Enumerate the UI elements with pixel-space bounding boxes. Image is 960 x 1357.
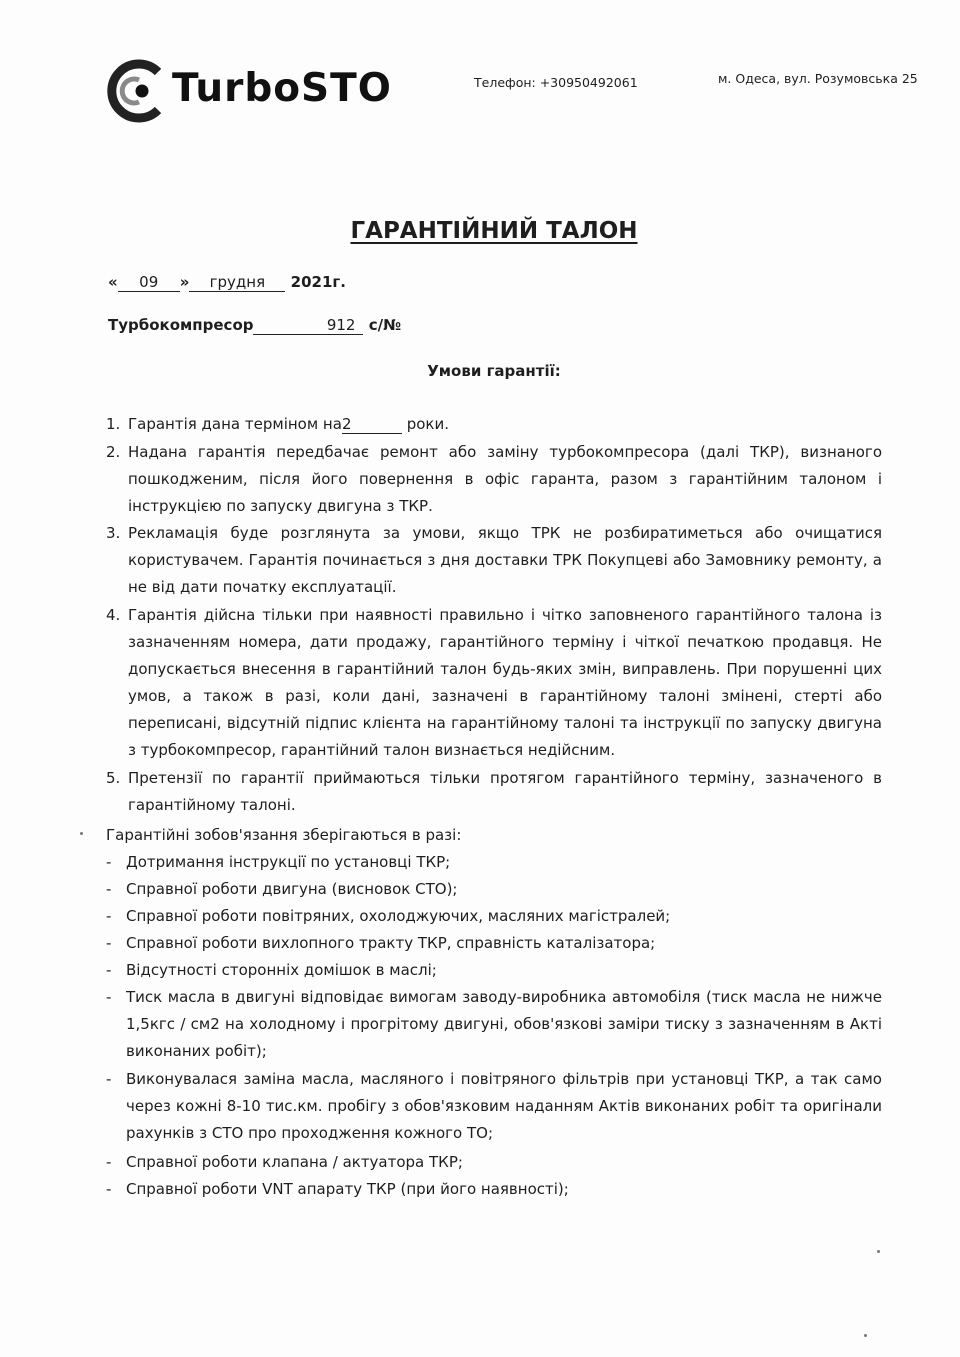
- obligation-text: Справної роботи клапана / актуатора ТКР;: [126, 1153, 463, 1171]
- obligation-text: Відсутності сторонніх домішок в маслі;: [126, 961, 437, 979]
- condition-item: [106, 411, 882, 438]
- obligation-item: [106, 1066, 882, 1147]
- condition-text: Гарантія дана терміном на: [128, 415, 342, 433]
- obligation-text: Справної роботи повітряних, охолоджуючих, масляних магістралей;: [126, 907, 671, 925]
- serial-label: с/№: [368, 316, 402, 334]
- obligation-item: [106, 957, 882, 984]
- dash-marker: -: [106, 907, 112, 925]
- condition-text: Гарантія дійсна тільки при наявності правильно і чітко заповненого гарантійного талона із зазначенням номера, дати продажу, гарантійного терміну і чіткої печаткою продавця. Не допускається внесення в гарантійний талон будь-яких змін, виправлень. При порушенні цих умов, а також в разі, коли дані, зазначені в гарантійному талоні змінені, стерті або переписані, відсутній підпис клієнта на гарантійному талоні та інструкції по запуску двигуна з турбокомпресор, гарантійний талон визнається недійсним.: [128, 606, 882, 759]
- turbocharger-line: [108, 316, 401, 335]
- condition-text: Надана гарантія передбачає ремонт або заміну турбокомпресора (далі ТКР), визнаного пошкодженим, після його повернення в офіс гаранта, разом з гарантійним талоном і інструкцією по запуску двигуна з ТКР.: [128, 443, 882, 515]
- warranty-term-field: 2: [342, 416, 402, 434]
- obligation-item: [106, 930, 882, 957]
- day-field: 09: [118, 274, 180, 292]
- dash-marker: -: [106, 988, 112, 1006]
- turbosto-logo: [106, 56, 406, 126]
- dash-marker: -: [106, 1153, 112, 1171]
- condition-number: 2.: [106, 443, 121, 461]
- obligation-item: [106, 1149, 882, 1176]
- turbocharger-number-field: 912: [253, 317, 363, 335]
- obligation-text: Дотримання інструкції по установці ТКР;: [126, 853, 451, 871]
- obligation-item: [106, 876, 882, 903]
- page-title: ГАРАНТІЙНИЙ ТАЛОН: [350, 218, 638, 244]
- year-label: 2021г.: [290, 273, 346, 291]
- condition-item: [106, 439, 882, 520]
- condition-text-end: роки.: [406, 415, 449, 433]
- dash-marker: -: [106, 934, 112, 952]
- dash-marker: -: [106, 853, 112, 871]
- address: м. Одеса, вул. Розумовська 25: [718, 71, 918, 86]
- turbo-gear-icon: [106, 56, 170, 126]
- turbocharger-label: Турбокомпресор: [108, 316, 254, 334]
- open-quote: «: [108, 273, 118, 291]
- condition-text: Претензії по гарантії приймаються тільки протягом гарантійного терміну, зазначеного в гарантійному талоні.: [128, 769, 882, 814]
- condition-number: 4.: [106, 606, 121, 624]
- month-field: грудня: [189, 274, 285, 292]
- scan-speck: [80, 832, 83, 835]
- phone-number: Телефон: +30950492061: [474, 75, 638, 90]
- obligations-heading: Гарантійні зобов'язання зберігаються в разі:: [106, 826, 462, 844]
- close-quote: »: [179, 273, 190, 291]
- condition-item: [106, 602, 882, 764]
- condition-item: [106, 765, 882, 819]
- conditions-heading: Умови гарантії:: [427, 362, 561, 380]
- condition-text: Рекламація буде розглянута за умови, якщо ТРК не розбиратиметься або очищатися користувачем. Гарантія починається з дня доставки ТРК Покупцеві або Замовнику ремонту, а не від дати початку експлуатації.: [128, 524, 882, 596]
- obligation-text: Виконувалася заміна масла, масляного і повітряного фільтрів при установці ТКР, а так само через кожні 8-10 тис.км. пробігу з обов'язковим наданням Актів виконаних робіт та оригінали рахунків з СТО про проходження кожного ТО;: [126, 1070, 882, 1142]
- obligation-item: [106, 849, 882, 876]
- obligation-item: [106, 984, 882, 1065]
- obligation-text: Справної роботи двигуна (висновок СТО);: [126, 880, 458, 898]
- obligation-item: [106, 1176, 882, 1203]
- dash-marker: -: [106, 1070, 112, 1088]
- dash-marker: -: [106, 880, 112, 898]
- dash-marker: -: [106, 961, 112, 979]
- brand-name: TurboSTO: [172, 66, 392, 111]
- obligation-text: Тиск масла в двигуні відповідає вимогам заводу-виробника автомобіля (тиск масла не нижче 1,5кгс / см2 на холодному і прогрітому двигуні, обов'язкові заміри тиску з зазначенням в Акті виконаних робіт);: [126, 988, 882, 1060]
- obligation-text: Справної роботи VNT апарату ТКР (при його наявності);: [126, 1180, 569, 1198]
- condition-number: 3.: [106, 524, 121, 542]
- condition-number: 5.: [106, 769, 121, 787]
- condition-number: 1.: [106, 415, 121, 433]
- scan-speck: [877, 1250, 880, 1253]
- condition-item: [106, 520, 882, 601]
- obligation-text: Справної роботи вихлопного тракту ТКР, справність каталізатора;: [126, 934, 656, 952]
- scan-speck: [864, 1334, 867, 1337]
- date-line: [108, 273, 346, 292]
- obligation-item: [106, 903, 882, 930]
- dash-marker: -: [106, 1180, 112, 1198]
